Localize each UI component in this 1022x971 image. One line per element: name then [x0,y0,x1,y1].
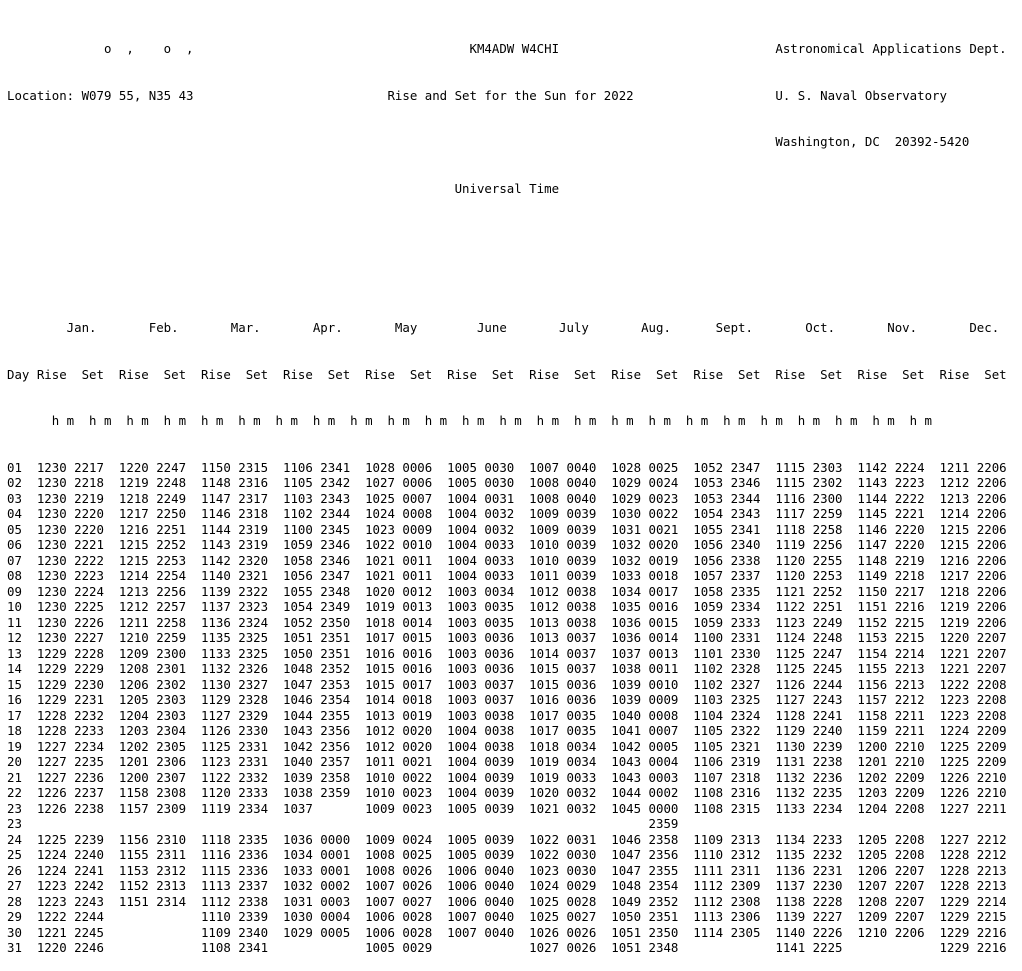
time-basis: Universal Time [7,180,560,196]
rise-set-header-row: Day Rise Set Rise Set Rise Set Rise Set Rise Set Rise Set Rise Set Rise Set Rise Set Rise Set Rise Set Rise Set [7,366,1007,382]
table-row: 04 1230 2220 1217 2250 1146 2318 1102 2344 1024 0008 1004 0032 1009 0039 1030 0022 1054 2343 1117 2259 1145 2221 1214 2206 [7,506,1007,521]
data-rows [7,460,1022,956]
table-row: 23 1226 2238 1157 2309 1119 2334 1037 1009 0023 1005 0039 1021 0032 1045 0000 1108 2315 1133 2234 1204 2208 1227 2211 [7,800,1007,816]
location: Location: W079 55, N35 43 [7,87,194,103]
table-row: 03 1230 2219 1218 2249 1147 2317 1103 2343 1025 0007 1004 0031 1008 0040 1029 0023 1053 2344 1116 2300 1144 2222 1213 2206 [7,490,1007,506]
table-row: 29 1222 2244 1110 2339 1030 0004 1006 0028 1007 0040 1025 0027 1050 2351 1113 2306 1139 2227 1209 2207 1229 2215 [7,909,1007,924]
title: Rise and Set for the Sun for 2022 [193,87,634,103]
table-row: 22 1226 2237 1158 2308 1120 2333 1038 2359 1010 0023 1004 0039 1020 0032 1044 0002 1108 2316 1132 2235 1203 2209 1226 2210 [7,785,1007,800]
table-row: 30 1221 2245 1109 2340 1029 0005 1006 0028 1007 0040 1026 0026 1051 2350 1114 2305 1140 2226 1210 2206 1229 2216 [7,924,1007,940]
table-row: 24 1225 2239 1156 2310 1118 2335 1036 0000 1009 0024 1005 0039 1022 0031 1046 2358 1109 2313 1134 2233 1205 2208 1227 2212 [7,831,1007,847]
sun-table-document [7,10,1022,971]
header-line-1 [7,41,1022,57]
table-row: 17 1228 2232 1204 2303 1127 2329 1044 2355 1013 0019 1003 0038 1017 0035 1040 0008 1104 2324 1128 2241 1158 2211 1223 2208 [7,707,1007,723]
month-header-row: Jan. Feb. Mar. Apr. May June July Aug. Sept. Oct. Nov. Dec. [7,320,1022,335]
table-row: 07 1230 2222 1215 2253 1142 2320 1058 2346 1021 0011 1004 0033 1010 0039 1032 0019 1056 2338 1120 2255 1148 2219 1216 2206 [7,552,1007,568]
table-row: 23 2359 [7,816,1007,831]
table-row: 28 1223 2243 1151 2314 1112 2338 1031 0003 1007 0027 1006 0040 1025 0028 1049 2352 1112 2308 1138 2228 1208 2207 1229 2214 [7,893,1007,909]
table-row: 08 1230 2223 1214 2254 1140 2321 1056 2347 1021 0011 1004 0033 1011 0039 1033 0018 1057 2337 1120 2253 1149 2218 1217 2206 [7,568,1007,583]
observatory: U. S. Naval Observatory [633,87,947,103]
table-row: 12 1230 2227 1210 2259 1135 2325 1051 2351 1017 0015 1003 0036 1013 0037 1036 0014 1100 2331 1124 2248 1153 2215 1220 2207 [7,630,1007,645]
table-row: 13 1229 2228 1209 2300 1133 2325 1050 2351 1016 0016 1003 0036 1014 0037 1037 0013 1101 2330 1125 2247 1154 2214 1221 2207 [7,645,1007,661]
table-row: 27 1223 2242 1152 2313 1113 2337 1032 0002 1007 0026 1006 0040 1024 0029 1048 2354 1112 2309 1137 2230 1207 2207 1228 2213 [7,878,1007,893]
header-line-3 [7,134,1022,150]
units-header-row: h m h m h m h m h m h m h m h m h m h m h m h m h m h m h m h m h m h m h m h m h m h m h m h m [7,413,933,428]
table-row: 05 1230 2220 1216 2251 1144 2319 1100 2345 1023 0009 1004 0032 1009 0039 1031 0021 1055 2341 1118 2258 1146 2220 1215 2206 [7,521,1007,537]
table-row: 10 1230 2225 1212 2257 1137 2323 1054 2349 1019 0013 1003 0035 1012 0038 1035 0016 1059 2334 1122 2251 1151 2216 1219 2206 [7,599,1007,614]
header-line-4 [7,181,1022,197]
table-row: 14 1229 2229 1208 2301 1132 2326 1048 2352 1015 0016 1003 0036 1015 0037 1038 0011 1102 2328 1125 2245 1155 2213 1221 2207 [7,661,1007,676]
table-row: 21 1227 2236 1200 2307 1122 2332 1039 2358 1010 0022 1004 0039 1019 0033 1043 0003 1107 2318 1132 2236 1202 2209 1226 2210 [7,769,1007,785]
table-row: 18 1228 2233 1203 2304 1126 2330 1043 2356 1012 0020 1004 0038 1017 0035 1041 0007 1105 2322 1129 2240 1159 2211 1224 2209 [7,723,1007,738]
table-row: 15 1229 2230 1206 2302 1130 2327 1047 2353 1015 0017 1003 0037 1015 0036 1039 0010 1102 2327 1126 2244 1156 2213 1222 2208 [7,676,1007,692]
table-row: 02 1230 2218 1219 2248 1148 2316 1105 2342 1027 0006 1005 0030 1008 0040 1029 0024 1053 2346 1115 2302 1143 2223 1212 2206 [7,475,1007,490]
table-row: 31 1220 2246 1108 2341 1005 0029 1027 0026 1051 2348 1141 2225 1229 2216 [7,940,1007,955]
table-row: 11 1230 2226 1211 2258 1136 2324 1052 2350 1018 0014 1003 0035 1013 0038 1036 0015 1059 2333 1123 2249 1152 2215 1219 2206 [7,614,1007,630]
station-id: KM4ADW W4CHI [193,41,560,56]
table-row: 25 1224 2240 1155 2311 1116 2336 1034 0001 1008 0025 1005 0039 1022 0030 1047 2356 1110 2312 1135 2232 1205 2208 1228 2212 [7,847,1007,862]
address: Washington, DC 20392-5420 [7,134,970,149]
table-row: 09 1230 2224 1213 2256 1139 2322 1055 2348 1020 0012 1003 0034 1012 0038 1034 0017 1058 2335 1121 2252 1150 2217 1218 2206 [7,583,1007,599]
dept-name: Astronomical Applications Dept. [559,41,1007,56]
table-row: 19 1227 2234 1202 2305 1125 2331 1042 2356 1012 0020 1004 0038 1018 0034 1042 0005 1105 2321 1130 2239 1200 2210 1225 2209 [7,738,1007,754]
degree-marks: o , o , [7,41,194,56]
table-row: 06 1230 2221 1215 2252 1143 2319 1059 2346 1022 0010 1004 0033 1010 0039 1032 0020 1056 2340 1119 2256 1147 2220 1215 2206 [7,537,1007,552]
header-line-2 [7,88,1022,104]
table-row: 20 1227 2235 1201 2306 1123 2331 1040 2357 1011 0021 1004 0039 1019 0034 1043 0004 1106 2319 1131 2238 1201 2210 1225 2209 [7,754,1007,769]
table-row: 16 1229 2231 1205 2303 1129 2328 1046 2354 1014 0018 1003 0037 1016 0036 1039 0009 1103 2325 1127 2243 1157 2212 1223 2208 [7,692,1007,707]
table-row: 01 1230 2217 1220 2247 1150 2315 1106 2341 1028 0006 1005 0030 1007 0040 1028 0025 1052 2347 1115 2303 1142 2224 1211 2206 [7,459,1007,475]
table-row: 26 1224 2241 1153 2312 1115 2336 1033 0001 1008 0026 1006 0040 1023 0030 1047 2355 1111 2311 1136 2231 1206 2207 1228 2213 [7,862,1007,878]
